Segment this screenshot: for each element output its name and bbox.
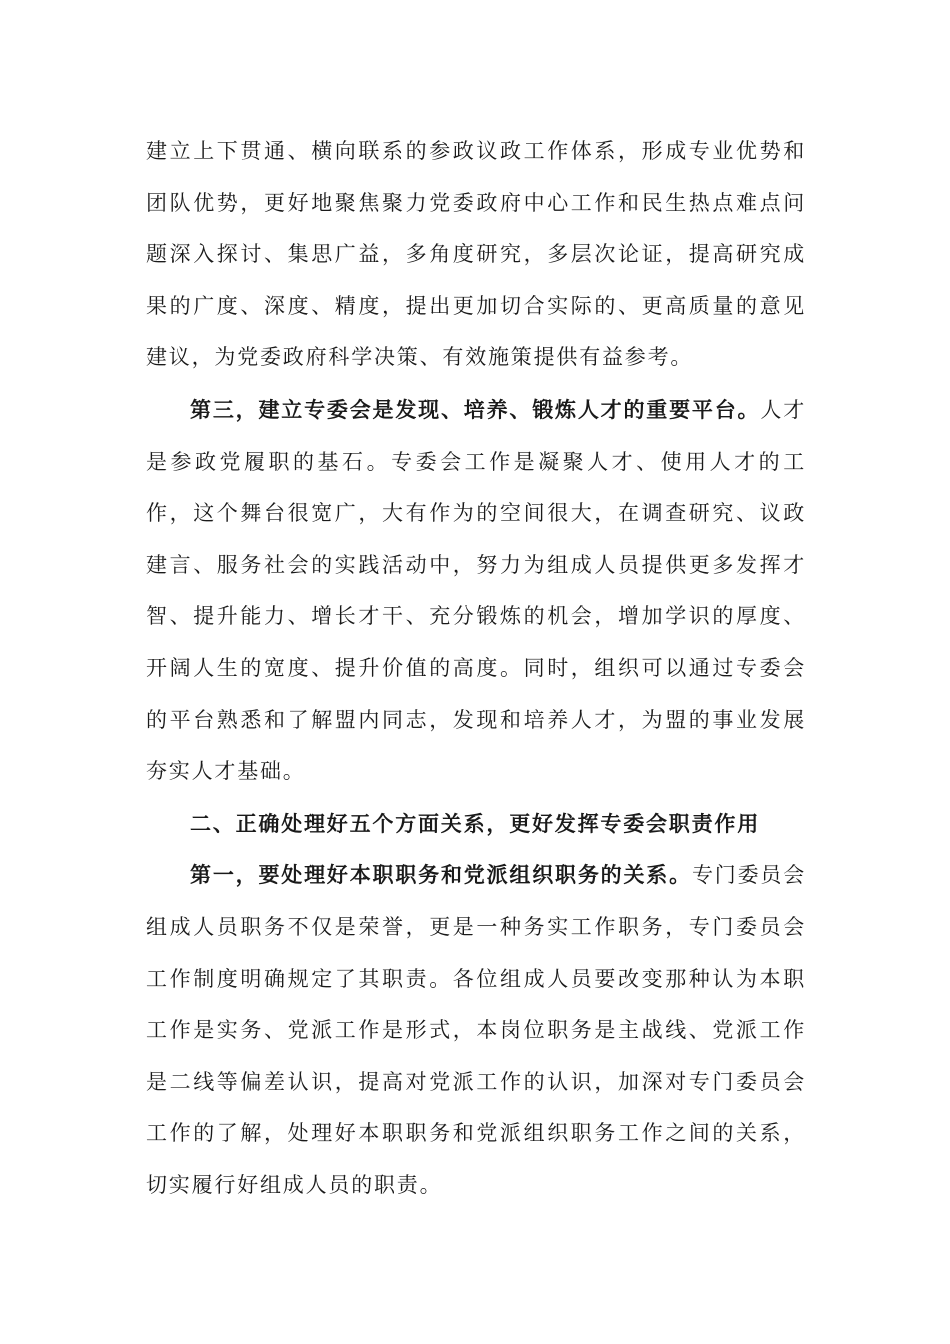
paragraph-text: 人才是参政党履职的基石。专委会工作是凝聚人才、使用人才的工作，这个舞台很宽广，大有作为的空间很大，在调查研究、议政建言、服务社会的实践活动中，努力为组成人员提供更多发挥才智、提升能力、增长才干、充分锻炼的机会，增加学识的厚度、开阔人生的宽度、提升价值的高度。同时，组织可以通过专委会的平台熟悉和了解盟内同志，发现和培养人才，为盟的事业发展夯实人才基础。 [146,397,806,784]
document-body [146,126,806,1211]
section-heading-text: 二、正确处理好五个方面关系，更好发挥专委会职责作用 [190,810,760,836]
paragraph-lead-sentence: 第一，要处理好本职职务和党派组织职务的关系。 [190,862,692,888]
paragraph-continuation [146,126,806,384]
paragraph-text: 建立上下贯通、横向联系的参政议政工作体系，形成专业优势和团队优势，更好地聚焦聚力党委政府中心工作和民生热点难点问题深入探讨、集思广益，多角度研究，多层次论证，提高研究成果的广度、深度、精度，提出更加切合实际的、更高质量的意见建议，为党委政府科学决策、有效施策提供有益参考。 [146,139,806,370]
section-heading [146,798,806,850]
paragraph-text: 专门委员会组成人员职务不仅是荣誉，更是一种务实工作职务，专门委员会工作制度明确规定了其职责。各位组成人员要改变那种认为本职工作是实务、党派工作是形式，本岗位职务是主战线、党派工作是二线等偏差认识，提高对党派工作的认识，加深对专门委员会工作的了解，处理好本职职务和党派组织职务工作之间的关系，切实履行好组成人员的职责。 [146,863,806,1197]
paragraph-third-point [146,384,806,798]
paragraph-lead-sentence: 第三，建立专委会是发现、培养、锻炼人才的重要平台。 [190,396,761,422]
paragraph-first-point [146,849,806,1211]
